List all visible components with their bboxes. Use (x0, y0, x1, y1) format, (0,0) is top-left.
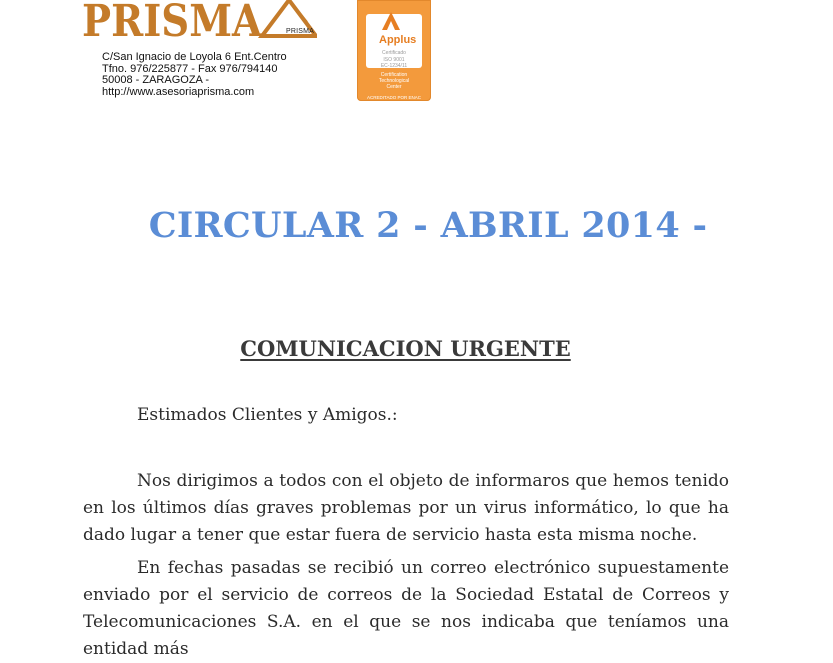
cert-lines-2: Technological (378, 78, 410, 84)
prisma-logo (82, 0, 317, 40)
prisma-logo-text: PRISMA (82, 0, 263, 40)
prisma-logo-sub: PRISMA (286, 28, 315, 35)
cert-panel (366, 14, 422, 68)
cert-lines-3: Center (386, 84, 402, 90)
cert-line2: ISO 9001 (383, 57, 405, 63)
company-address (102, 52, 287, 98)
cert-line3: EC-1234/11 (380, 63, 408, 69)
address-line: C/San Ignacio de Loyola 6 Ent.Centro (102, 51, 287, 63)
applus-a-icon (380, 12, 402, 30)
cert-lines (357, 72, 431, 90)
greeting: Estimados Clientes y Amigos.: (137, 405, 398, 425)
website-link[interactable]: http://www.asesoriaprisma.com (102, 85, 255, 98)
document-title: CIRCULAR 2 - ABRIL 2014 - (148, 205, 708, 246)
cert-lines-1: Certification (380, 72, 408, 78)
cert-line1: Certificado (382, 50, 406, 56)
paragraph: Nos dirigimos a todos con el objeto de informaros que hemos tenido en los últimos días graves problemas por un virus informático, lo que ha dado lugar a tener que estar fuera de servicio hasta esta misma noche. (83, 471, 729, 545)
certification-badge (357, 0, 431, 101)
cert-brand: Applus (379, 34, 417, 46)
paragraph: En fechas pasadas se recibió un correo electrónico supuestamente enviado por el servicio de correos de la Sociedad Estatal de Correos y Telecomunicaciones S.A. en el que se nos indicaba que teníamos una entidad más (83, 558, 729, 659)
phone-line: Tfno. 976/225877 - Fax 976/794140 (102, 62, 278, 75)
city-line: 50008 - ZARAGOZA - (102, 74, 209, 86)
document-subtitle: COMUNICACION URGENTE (240, 336, 571, 361)
cert-footer: ACREDITADO POR ENAC (367, 95, 421, 100)
